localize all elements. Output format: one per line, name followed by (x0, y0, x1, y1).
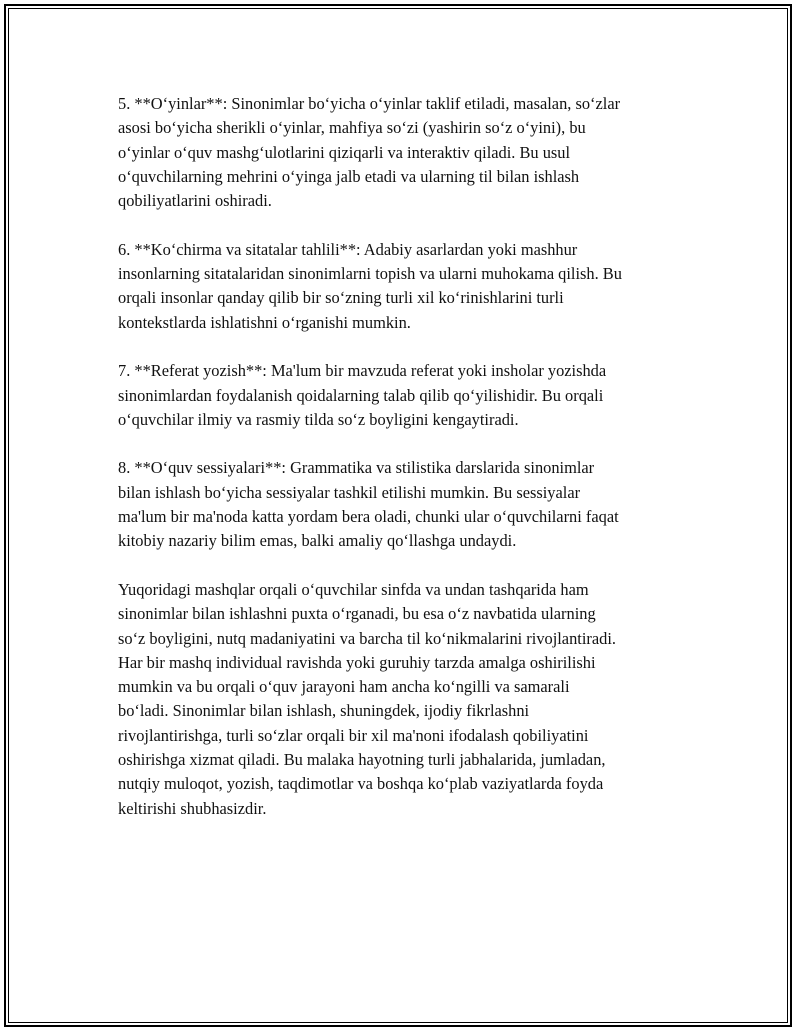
text-line: bilan ishlash bo‘yicha sessiyalar tashkil etilishi mumkin. Bu sessiyalar (118, 482, 581, 502)
text-line: kitobiy nazariy bilim emas, balki amaliy qo‘llashga undaydi. (118, 531, 517, 551)
paragraph-2 (118, 238, 698, 335)
text-line: nutqiy muloqot, yozish, taqdimotlar va boshqa ko‘plab vaziyatlarda foyda (118, 774, 604, 794)
text-line: Har bir mashq individual ravishda yoki guruhiy tarzda amalga oshirilishi (118, 652, 596, 672)
text-line: kontekstlarda ishlatishni o‘rganishi mumkin. (118, 312, 411, 332)
text-line: sinonimlardan foydalanish qoidalarning talab qilib qo‘yilishidir. Bu orqali (118, 385, 604, 405)
paragraph-3 (118, 359, 698, 432)
paragraph-5 (118, 578, 698, 821)
text-line: mumkin va bu orqali o‘quv jarayoni ham ancha ko‘ngilli va samarali (118, 677, 570, 697)
text-line: 8. **O‘quv sessiyalari**: Grammatika va stilistika darslarida sinonimlar (118, 458, 595, 478)
text-line: 6. **Ko‘chirma va sitatalar tahlili**: Adabiy asarlardan yoki mashhur (118, 239, 578, 259)
paragraph-1 (118, 92, 698, 213)
text-line: Yuqoridagi mashqlar orqali o‘quvchilar sinfda va undan tashqarida ham (118, 579, 589, 599)
document-body (118, 92, 698, 845)
text-line: insonlarning sitatalaridan sinonimlarni topish va ularni muhokama qilish. Bu (118, 264, 622, 284)
text-line: so‘z boyligini, nutq madaniyatini va barcha til ko‘nikmalarini rivojlantiradi. (118, 628, 616, 648)
text-line: qobiliyatlarini oshiradi. (118, 191, 272, 211)
text-line: o‘quvchilar ilmiy va rasmiy tilda so‘z boyligini kengaytiradi. (118, 409, 519, 429)
text-line: ma'lum bir ma'noda katta yordam bera oladi, chunki ular o‘quvchilarni faqat (118, 507, 619, 527)
text-line: orqali insonlar qanday qilib bir so‘zning turli xil ko‘rinishlarini turli (118, 288, 564, 308)
text-line: asosi bo‘yicha sherikli o‘yinlar, mahfiya so‘zi (yashirin so‘z o‘yini), bu (118, 118, 586, 138)
text-line: o‘yinlar o‘quv mashg‘ulotlarini qiziqarli va interaktiv qiladi. Bu usul (118, 142, 571, 162)
text-line: bo‘ladi. Sinonimlar bilan ishlash, shuningdek, ijodiy fikrlashni (118, 701, 530, 721)
text-line: rivojlantirishga, turli so‘zlar orqali bir xil ma'noni ifodalash qobiliyatini (118, 725, 589, 745)
text-line: o‘quvchilarning mehrini o‘yinga jalb etadi va ularning til bilan ishlash (118, 166, 580, 186)
text-line: oshirishga xizmat qiladi. Bu malaka hayotning turli jabhalarida, jumladan, (118, 750, 606, 770)
text-line: 5. **O‘yinlar**: Sinonimlar bo‘yicha o‘yinlar taklif etiladi, masalan, so‘zlar (118, 94, 621, 113)
text-line: 7. **Referat yozish**: Ma'lum bir mavzuda referat yoki insholar yozishda (118, 361, 607, 381)
text-line: sinonimlar bilan ishlashni puxta o‘rganadi, bu esa o‘z navbatida ularning (118, 604, 596, 624)
text-line: keltirishi shubhasizdir. (118, 798, 267, 818)
paragraph-4 (118, 456, 698, 553)
